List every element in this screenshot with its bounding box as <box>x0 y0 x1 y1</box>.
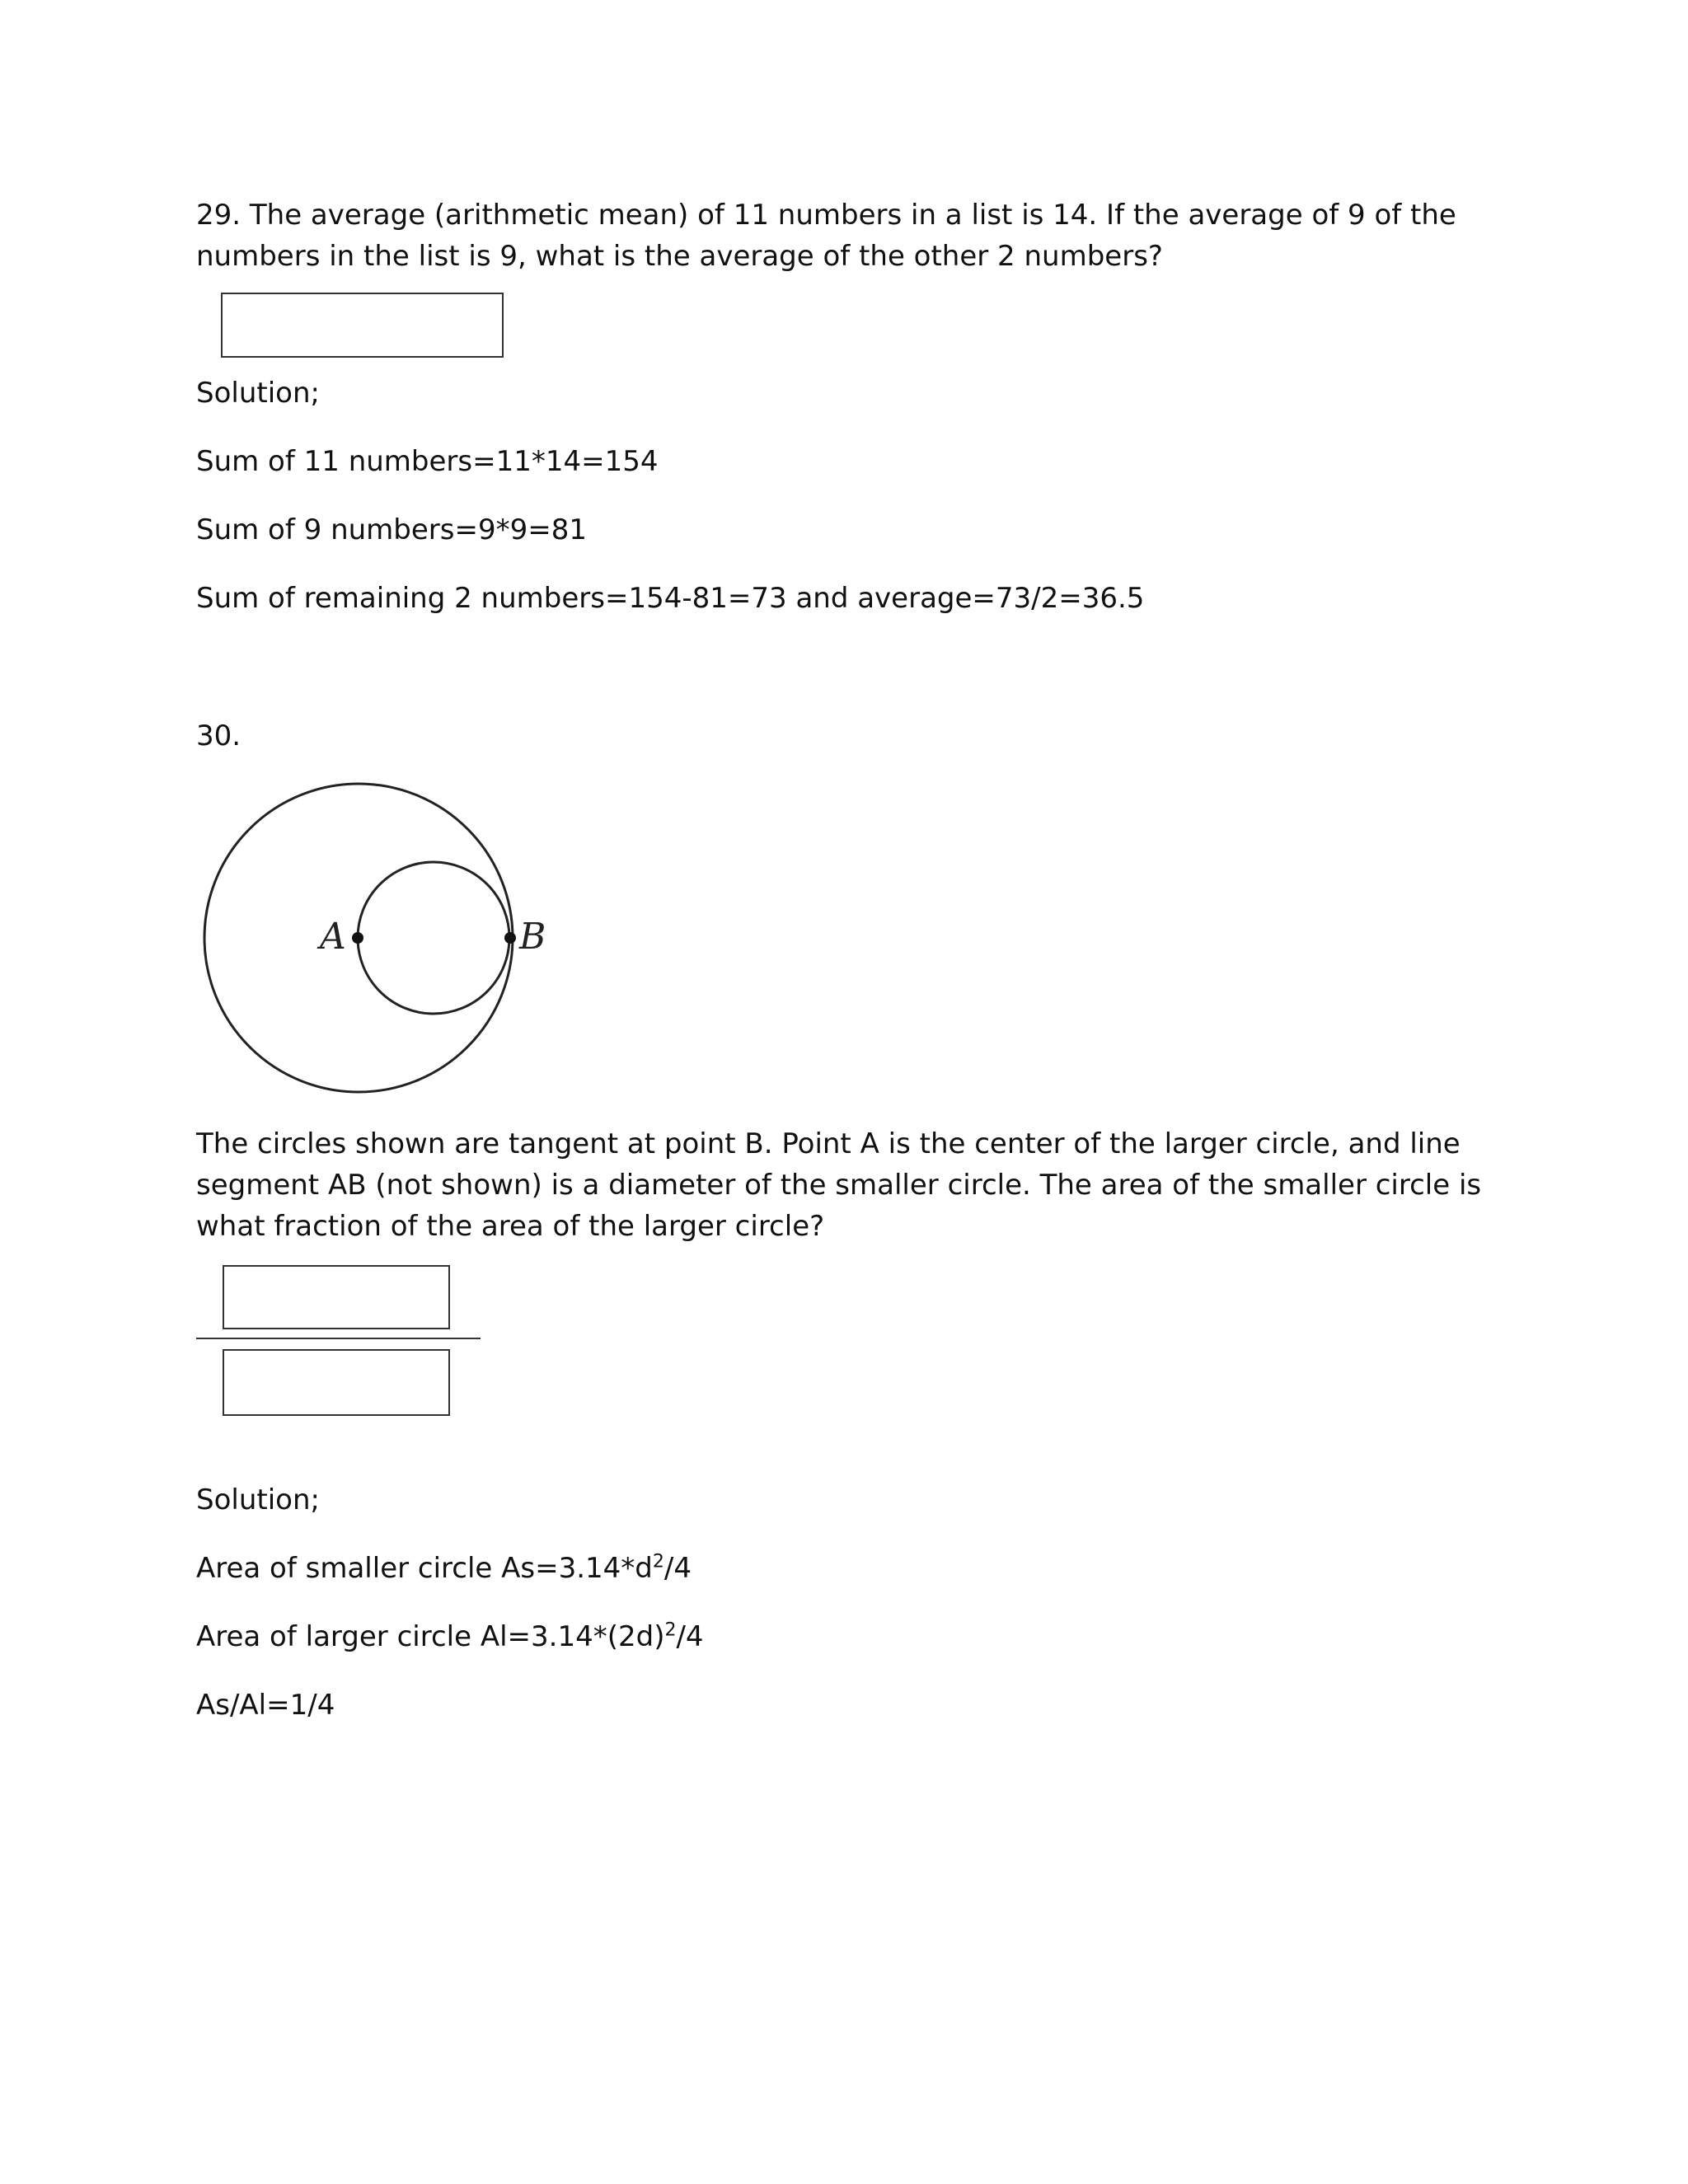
q29-question-line-2: numbers in the list is 9, what is the average of the other 2 numbers? <box>196 240 1163 273</box>
fraction-bar <box>196 1338 481 1339</box>
q30-step2-text: Area of larger circle Al=3.14*(2d) <box>196 1620 665 1653</box>
point-b-dot <box>504 932 516 944</box>
smaller-circle <box>358 862 509 1014</box>
q29-solution-step-2: Sum of 9 numbers=9*9=81 <box>196 513 587 546</box>
q30-step2-tail: /4 <box>676 1620 704 1653</box>
point-a-label: A <box>320 916 346 958</box>
q30-denominator-box[interactable] <box>223 1349 450 1416</box>
q30-step1-exponent: 2 <box>652 1551 664 1572</box>
q30-number: 30. <box>196 719 241 752</box>
q30-step1-text: Area of smaller circle As=3.14*d <box>196 1552 653 1585</box>
q30-question-line-1: The circles shown are tangent at point B. Point A is the center of the larger circle, and line <box>196 1127 1461 1160</box>
q30-solution-step-3: As/Al=1/4 <box>196 1689 335 1722</box>
q29-solution-step-3: Sum of remaining 2 numbers=154-81=73 and average=73/2=36.5 <box>196 582 1145 615</box>
tangent-circles-diagram <box>190 775 546 1104</box>
q30-solution-step-1 <box>196 1548 692 1589</box>
q30-solution-label: Solution; <box>196 1483 320 1516</box>
q29-solution-step-1: Sum of 11 numbers=11*14=154 <box>196 445 659 478</box>
q30-numerator-box[interactable] <box>223 1265 450 1329</box>
point-a-dot <box>352 932 363 944</box>
point-b-label: B <box>519 916 546 958</box>
q30-step1-tail: /4 <box>663 1552 692 1585</box>
q29-answer-box[interactable] <box>221 293 504 358</box>
q29-solution-label: Solution; <box>196 377 320 410</box>
q30-question-line-2: segment AB (not shown) is a diameter of the smaller circle. The area of the smaller circle is <box>196 1169 1482 1202</box>
q30-question-line-3: what fraction of the area of the larger circle? <box>196 1210 825 1243</box>
q29-question-line-1: 29. The average (arithmetic mean) of 11 numbers in a list is 14. If the average of 9 of the <box>196 199 1456 232</box>
q30-step2-exponent: 2 <box>664 1619 677 1641</box>
q30-solution-step-2 <box>196 1616 704 1657</box>
